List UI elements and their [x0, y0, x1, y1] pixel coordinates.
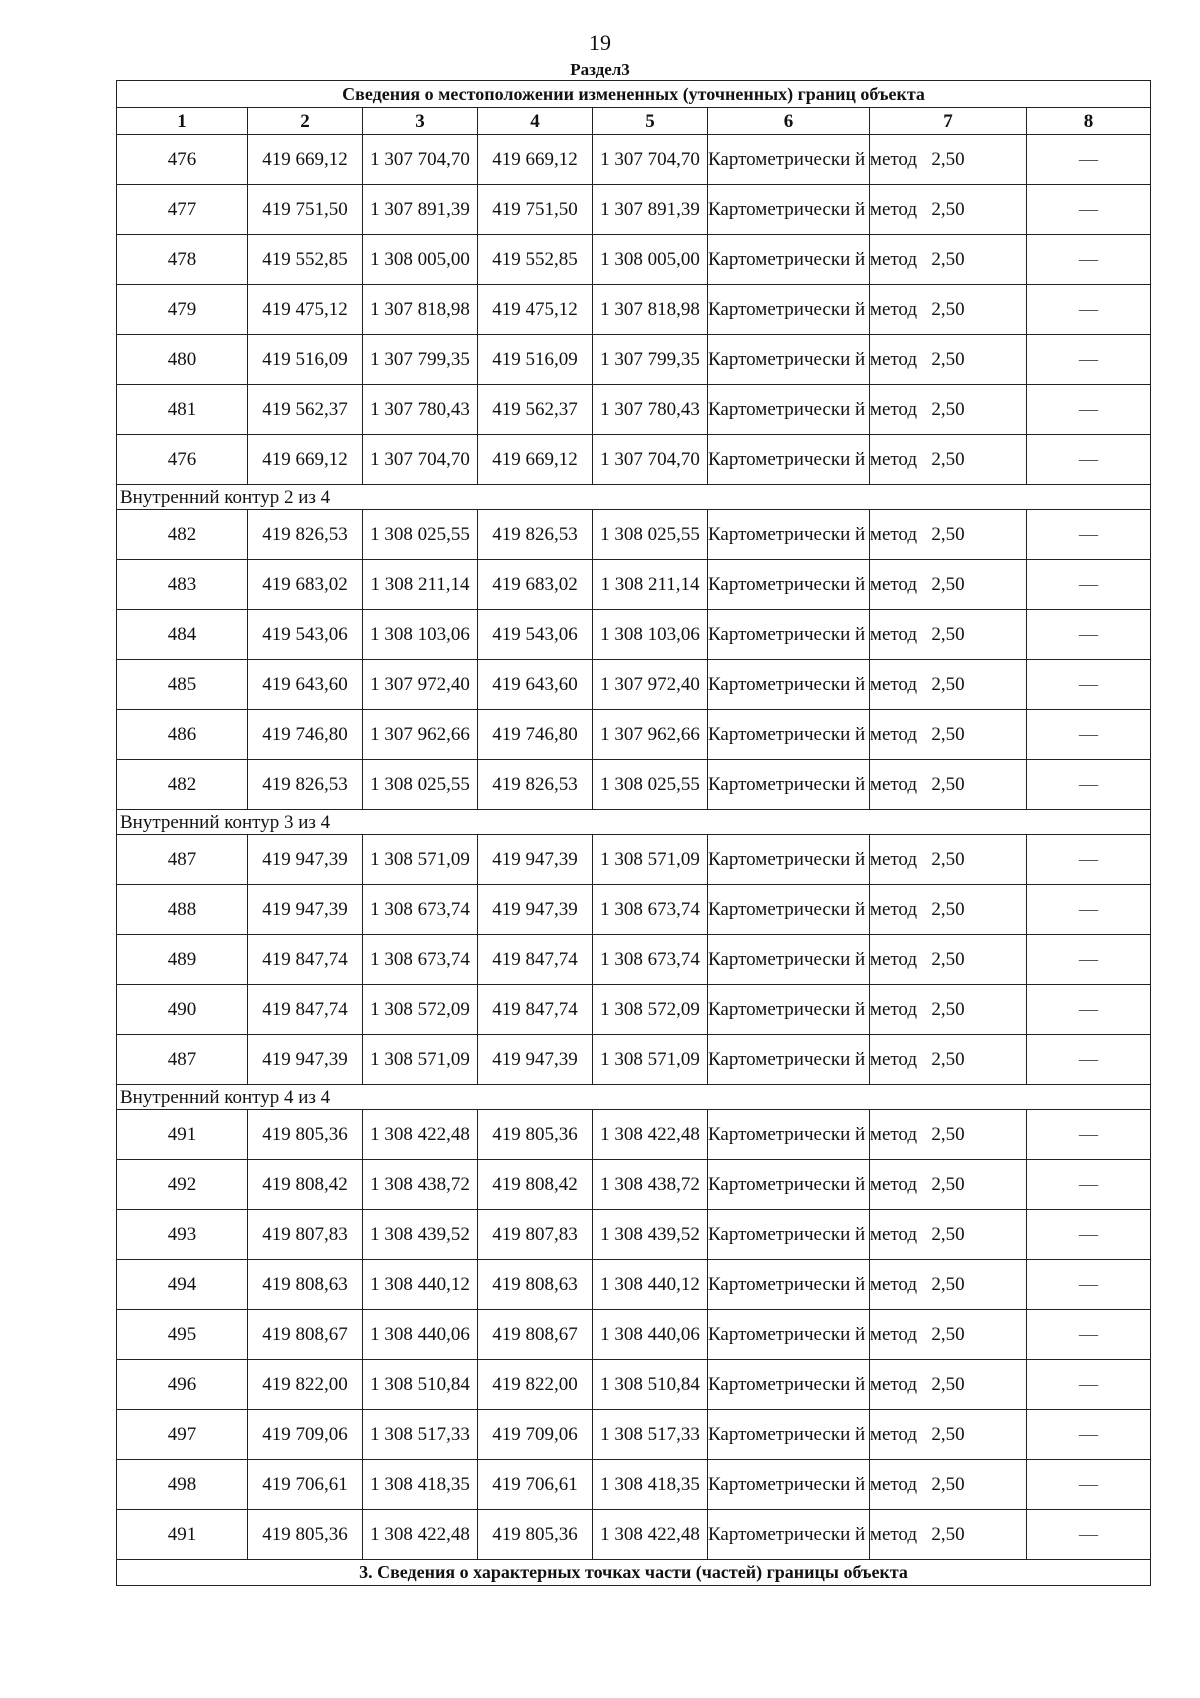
- y-new-cell: 1 307 780,43: [593, 385, 708, 435]
- x-new-cell: 419 751,50: [478, 185, 593, 235]
- y-old-cell: 1 308 438,72: [363, 1160, 478, 1210]
- x-new-cell: 419 808,42: [478, 1160, 593, 1210]
- description-cell: —: [1027, 1260, 1151, 1310]
- x-old-cell: 419 683,02: [248, 560, 363, 610]
- y-new-cell: 1 308 438,72: [593, 1160, 708, 1210]
- table-caption: Сведения о местоположении измененных (уточненных) границ объекта: [117, 81, 1151, 108]
- column-header: 2: [248, 108, 363, 135]
- y-new-cell: 1 308 440,12: [593, 1260, 708, 1310]
- column-header: 6: [708, 108, 870, 135]
- method-cell: Картометрически й метод: [708, 385, 870, 435]
- x-new-cell: 419 826,53: [478, 510, 593, 560]
- description-cell: —: [1027, 885, 1151, 935]
- x-new-cell: 419 947,39: [478, 1035, 593, 1085]
- y-old-cell: 1 307 799,35: [363, 335, 478, 385]
- y-new-cell: 1 308 571,09: [593, 1035, 708, 1085]
- point-number-cell: 478: [117, 235, 248, 285]
- method-cell: Картометрически й метод: [708, 185, 870, 235]
- accuracy-cell: 2,50: [870, 1260, 1027, 1310]
- point-number-cell: 479: [117, 285, 248, 335]
- description-cell: —: [1027, 760, 1151, 810]
- point-number-cell: 476: [117, 435, 248, 485]
- contour-label-row: [117, 810, 1151, 835]
- accuracy-cell: 2,50: [870, 185, 1027, 235]
- table-header-row: [117, 108, 1151, 135]
- x-old-cell: 419 808,63: [248, 1260, 363, 1310]
- y-old-cell: 1 307 972,40: [363, 660, 478, 710]
- y-old-cell: 1 308 025,55: [363, 510, 478, 560]
- x-old-cell: 419 826,53: [248, 760, 363, 810]
- x-old-cell: 419 552,85: [248, 235, 363, 285]
- y-new-cell: 1 307 972,40: [593, 660, 708, 710]
- x-old-cell: 419 822,00: [248, 1360, 363, 1410]
- point-number-cell: 491: [117, 1510, 248, 1560]
- description-cell: —: [1027, 1360, 1151, 1410]
- y-new-cell: 1 308 440,06: [593, 1310, 708, 1360]
- x-new-cell: 419 822,00: [478, 1360, 593, 1410]
- accuracy-cell: 2,50: [870, 935, 1027, 985]
- y-old-cell: 1 308 422,48: [363, 1510, 478, 1560]
- table-row: [117, 1260, 1151, 1310]
- method-cell: Картометрически й метод: [708, 135, 870, 185]
- point-number-cell: 498: [117, 1460, 248, 1510]
- accuracy-cell: 2,50: [870, 235, 1027, 285]
- page-number: 19: [589, 30, 611, 55]
- method-cell: Картометрически й метод: [708, 1110, 870, 1160]
- description-cell: —: [1027, 935, 1151, 985]
- y-new-cell: 1 307 704,70: [593, 135, 708, 185]
- accuracy-cell: 2,50: [870, 1160, 1027, 1210]
- y-new-cell: 1 308 422,48: [593, 1510, 708, 1560]
- description-cell: —: [1027, 1310, 1151, 1360]
- x-old-cell: 419 847,74: [248, 935, 363, 985]
- table-row: [117, 985, 1151, 1035]
- x-old-cell: 419 669,12: [248, 435, 363, 485]
- table-row: [117, 235, 1151, 285]
- x-new-cell: 419 847,74: [478, 935, 593, 985]
- method-cell: Картометрически й метод: [708, 1035, 870, 1085]
- x-new-cell: 419 947,39: [478, 885, 593, 935]
- description-cell: —: [1027, 335, 1151, 385]
- accuracy-cell: 2,50: [870, 660, 1027, 710]
- x-old-cell: 419 807,83: [248, 1210, 363, 1260]
- method-cell: Картометрически й метод: [708, 1160, 870, 1210]
- y-new-cell: 1 308 572,09: [593, 985, 708, 1035]
- x-old-cell: 419 643,60: [248, 660, 363, 710]
- x-old-cell: 419 709,06: [248, 1410, 363, 1460]
- table-row: [117, 510, 1151, 560]
- method-cell: Картометрически й метод: [708, 510, 870, 560]
- x-new-cell: 419 847,74: [478, 985, 593, 1035]
- accuracy-cell: 2,50: [870, 835, 1027, 885]
- x-old-cell: 419 562,37: [248, 385, 363, 435]
- x-new-cell: 419 643,60: [478, 660, 593, 710]
- y-new-cell: 1 307 818,98: [593, 285, 708, 335]
- description-cell: —: [1027, 660, 1151, 710]
- y-old-cell: 1 308 571,09: [363, 835, 478, 885]
- accuracy-cell: 2,50: [870, 335, 1027, 385]
- y-new-cell: 1 308 439,52: [593, 1210, 708, 1260]
- description-cell: —: [1027, 1210, 1151, 1260]
- accuracy-cell: 2,50: [870, 1210, 1027, 1260]
- accuracy-cell: 2,50: [870, 1460, 1027, 1510]
- table-row: [117, 185, 1151, 235]
- accuracy-cell: 2,50: [870, 560, 1027, 610]
- y-new-cell: 1 308 211,14: [593, 560, 708, 610]
- y-new-cell: 1 308 005,00: [593, 235, 708, 285]
- column-header: 3: [363, 108, 478, 135]
- point-number-cell: 482: [117, 760, 248, 810]
- accuracy-cell: 2,50: [870, 1360, 1027, 1410]
- y-new-cell: 1 307 704,70: [593, 435, 708, 485]
- accuracy-cell: 2,50: [870, 510, 1027, 560]
- point-number-cell: 487: [117, 1035, 248, 1085]
- point-number-cell: 495: [117, 1310, 248, 1360]
- y-old-cell: 1 307 704,70: [363, 435, 478, 485]
- accuracy-cell: 2,50: [870, 1110, 1027, 1160]
- y-old-cell: 1 308 422,48: [363, 1110, 478, 1160]
- y-old-cell: 1 308 510,84: [363, 1360, 478, 1410]
- contour-label-row: [117, 1085, 1151, 1110]
- description-cell: —: [1027, 985, 1151, 1035]
- x-new-cell: 419 709,06: [478, 1410, 593, 1460]
- table-row: [117, 835, 1151, 885]
- x-new-cell: 419 669,12: [478, 435, 593, 485]
- y-new-cell: 1 307 891,39: [593, 185, 708, 235]
- x-new-cell: 419 826,53: [478, 760, 593, 810]
- point-number-cell: 476: [117, 135, 248, 185]
- table-row: [117, 385, 1151, 435]
- point-number-cell: 494: [117, 1260, 248, 1310]
- description-cell: —: [1027, 435, 1151, 485]
- x-new-cell: 419 543,06: [478, 610, 593, 660]
- x-new-cell: 419 746,80: [478, 710, 593, 760]
- method-cell: Картометрически й метод: [708, 1210, 870, 1260]
- point-number-cell: 486: [117, 710, 248, 760]
- x-new-cell: 419 807,83: [478, 1210, 593, 1260]
- point-number-cell: 481: [117, 385, 248, 435]
- method-cell: Картометрически й метод: [708, 660, 870, 710]
- method-cell: Картометрически й метод: [708, 1460, 870, 1510]
- accuracy-cell: 2,50: [870, 1410, 1027, 1460]
- contour-label: Внутренний контур 4 из 4: [117, 1085, 1151, 1110]
- x-old-cell: 419 805,36: [248, 1110, 363, 1160]
- y-old-cell: 1 308 517,33: [363, 1410, 478, 1460]
- y-new-cell: 1 308 673,74: [593, 885, 708, 935]
- column-header: 5: [593, 108, 708, 135]
- point-number-cell: 480: [117, 335, 248, 385]
- table-footer: 3. Сведения о характерных точках части (частей) границы объекта: [117, 1560, 1151, 1586]
- table-row: [117, 135, 1151, 185]
- method-cell: Картометрически й метод: [708, 1260, 870, 1310]
- method-cell: Картометрически й метод: [708, 885, 870, 935]
- table-row: [117, 435, 1151, 485]
- y-new-cell: 1 307 962,66: [593, 710, 708, 760]
- y-old-cell: 1 307 891,39: [363, 185, 478, 235]
- accuracy-cell: 2,50: [870, 985, 1027, 1035]
- x-new-cell: 419 808,63: [478, 1260, 593, 1310]
- accuracy-cell: 2,50: [870, 135, 1027, 185]
- x-old-cell: 419 543,06: [248, 610, 363, 660]
- table-caption-row: [117, 81, 1151, 108]
- method-cell: Картометрически й метод: [708, 985, 870, 1035]
- description-cell: —: [1027, 1160, 1151, 1210]
- y-new-cell: 1 308 025,55: [593, 510, 708, 560]
- x-old-cell: 419 826,53: [248, 510, 363, 560]
- x-new-cell: 419 552,85: [478, 235, 593, 285]
- method-cell: Картометрически й метод: [708, 760, 870, 810]
- contour-label-row: [117, 485, 1151, 510]
- accuracy-cell: 2,50: [870, 885, 1027, 935]
- y-old-cell: 1 308 572,09: [363, 985, 478, 1035]
- table-row: [117, 1110, 1151, 1160]
- description-cell: —: [1027, 610, 1151, 660]
- x-new-cell: 419 706,61: [478, 1460, 593, 1510]
- x-new-cell: 419 808,67: [478, 1310, 593, 1360]
- x-old-cell: 419 805,36: [248, 1510, 363, 1560]
- point-number-cell: 493: [117, 1210, 248, 1260]
- accuracy-cell: 2,50: [870, 1310, 1027, 1360]
- point-number-cell: 482: [117, 510, 248, 560]
- x-new-cell: 419 947,39: [478, 835, 593, 885]
- accuracy-cell: 2,50: [870, 710, 1027, 760]
- method-cell: Картометрически й метод: [708, 710, 870, 760]
- method-cell: Картометрически й метод: [708, 335, 870, 385]
- x-new-cell: 419 805,36: [478, 1110, 593, 1160]
- description-cell: —: [1027, 1110, 1151, 1160]
- table-row: [117, 335, 1151, 385]
- y-new-cell: 1 308 510,84: [593, 1360, 708, 1410]
- y-old-cell: 1 308 571,09: [363, 1035, 478, 1085]
- point-number-cell: 491: [117, 1110, 248, 1160]
- point-number-cell: 497: [117, 1410, 248, 1460]
- x-old-cell: 419 947,39: [248, 835, 363, 885]
- y-new-cell: 1 308 103,06: [593, 610, 708, 660]
- x-new-cell: 419 562,37: [478, 385, 593, 435]
- x-new-cell: 419 516,09: [478, 335, 593, 385]
- description-cell: —: [1027, 710, 1151, 760]
- accuracy-cell: 2,50: [870, 385, 1027, 435]
- method-cell: Картометрически й метод: [708, 1360, 870, 1410]
- description-cell: —: [1027, 1035, 1151, 1085]
- method-cell: Картометрически й метод: [708, 560, 870, 610]
- method-cell: Картометрически й метод: [708, 435, 870, 485]
- table-row: [117, 1460, 1151, 1510]
- y-old-cell: 1 308 673,74: [363, 885, 478, 935]
- method-cell: Картометрически й метод: [708, 835, 870, 885]
- point-number-cell: 487: [117, 835, 248, 885]
- x-old-cell: 419 516,09: [248, 335, 363, 385]
- description-cell: —: [1027, 385, 1151, 435]
- table-row: [117, 760, 1151, 810]
- contour-label: Внутренний контур 2 из 4: [117, 485, 1151, 510]
- y-old-cell: 1 308 025,55: [363, 760, 478, 810]
- y-new-cell: 1 308 673,74: [593, 935, 708, 985]
- table-row: [117, 610, 1151, 660]
- y-new-cell: 1 308 517,33: [593, 1410, 708, 1460]
- table-row: [117, 1160, 1151, 1210]
- section-label: Раздел3: [570, 60, 630, 79]
- y-old-cell: 1 307 818,98: [363, 285, 478, 335]
- description-cell: —: [1027, 235, 1151, 285]
- x-new-cell: 419 669,12: [478, 135, 593, 185]
- table-row: [117, 1310, 1151, 1360]
- table-row: [117, 1035, 1151, 1085]
- y-old-cell: 1 308 440,12: [363, 1260, 478, 1310]
- description-cell: —: [1027, 1410, 1151, 1460]
- point-number-cell: 492: [117, 1160, 248, 1210]
- column-header: 4: [478, 108, 593, 135]
- x-old-cell: 419 947,39: [248, 1035, 363, 1085]
- accuracy-cell: 2,50: [870, 285, 1027, 335]
- description-cell: —: [1027, 835, 1151, 885]
- point-number-cell: 483: [117, 560, 248, 610]
- y-old-cell: 1 308 440,06: [363, 1310, 478, 1360]
- x-old-cell: 419 669,12: [248, 135, 363, 185]
- y-new-cell: 1 308 571,09: [593, 835, 708, 885]
- description-cell: —: [1027, 560, 1151, 610]
- x-new-cell: 419 683,02: [478, 560, 593, 610]
- method-cell: Картометрически й метод: [708, 285, 870, 335]
- y-new-cell: 1 308 418,35: [593, 1460, 708, 1510]
- method-cell: Картометрически й метод: [708, 935, 870, 985]
- point-number-cell: 477: [117, 185, 248, 235]
- y-old-cell: 1 308 439,52: [363, 1210, 478, 1260]
- table-row: [117, 660, 1151, 710]
- y-old-cell: 1 308 103,06: [363, 610, 478, 660]
- table-row: [117, 560, 1151, 610]
- accuracy-cell: 2,50: [870, 1510, 1027, 1560]
- table-footer-row: [117, 1560, 1151, 1586]
- x-new-cell: 419 475,12: [478, 285, 593, 335]
- accuracy-cell: 2,50: [870, 610, 1027, 660]
- x-old-cell: 419 847,74: [248, 985, 363, 1035]
- y-new-cell: 1 308 025,55: [593, 760, 708, 810]
- table-row: [117, 885, 1151, 935]
- y-old-cell: 1 308 673,74: [363, 935, 478, 985]
- accuracy-cell: 2,50: [870, 1035, 1027, 1085]
- point-number-cell: 484: [117, 610, 248, 660]
- column-header: 8: [1027, 108, 1151, 135]
- table-row: [117, 935, 1151, 985]
- method-cell: Картометрически й метод: [708, 610, 870, 660]
- description-cell: —: [1027, 1460, 1151, 1510]
- x-old-cell: 419 746,80: [248, 710, 363, 760]
- description-cell: —: [1027, 185, 1151, 235]
- table-row: [117, 1410, 1151, 1460]
- table-row: [117, 710, 1151, 760]
- boundary-coordinates-table: [116, 80, 1151, 1586]
- point-number-cell: 489: [117, 935, 248, 985]
- contour-label: Внутренний контур 3 из 4: [117, 810, 1151, 835]
- y-old-cell: 1 307 962,66: [363, 710, 478, 760]
- y-old-cell: 1 308 211,14: [363, 560, 478, 610]
- point-number-cell: 485: [117, 660, 248, 710]
- x-old-cell: 419 475,12: [248, 285, 363, 335]
- y-old-cell: 1 307 704,70: [363, 135, 478, 185]
- y-old-cell: 1 307 780,43: [363, 385, 478, 435]
- table-row: [117, 285, 1151, 335]
- method-cell: Картометрически й метод: [708, 1410, 870, 1460]
- table-row: [117, 1210, 1151, 1260]
- point-number-cell: 496: [117, 1360, 248, 1410]
- accuracy-cell: 2,50: [870, 435, 1027, 485]
- description-cell: —: [1027, 1510, 1151, 1560]
- y-old-cell: 1 308 418,35: [363, 1460, 478, 1510]
- column-header: 1: [117, 108, 248, 135]
- x-old-cell: 419 947,39: [248, 885, 363, 935]
- accuracy-cell: 2,50: [870, 760, 1027, 810]
- y-new-cell: 1 308 422,48: [593, 1110, 708, 1160]
- x-new-cell: 419 805,36: [478, 1510, 593, 1560]
- x-old-cell: 419 808,42: [248, 1160, 363, 1210]
- y-new-cell: 1 307 799,35: [593, 335, 708, 385]
- x-old-cell: 419 808,67: [248, 1310, 363, 1360]
- x-old-cell: 419 751,50: [248, 185, 363, 235]
- method-cell: Картометрически й метод: [708, 235, 870, 285]
- method-cell: Картометрически й метод: [708, 1510, 870, 1560]
- point-number-cell: 488: [117, 885, 248, 935]
- description-cell: —: [1027, 285, 1151, 335]
- y-old-cell: 1 308 005,00: [363, 235, 478, 285]
- column-header: 7: [870, 108, 1027, 135]
- point-number-cell: 490: [117, 985, 248, 1035]
- description-cell: —: [1027, 510, 1151, 560]
- description-cell: —: [1027, 135, 1151, 185]
- table-row: [117, 1360, 1151, 1410]
- x-old-cell: 419 706,61: [248, 1460, 363, 1510]
- table-row: [117, 1510, 1151, 1560]
- method-cell: Картометрически й метод: [708, 1310, 870, 1360]
